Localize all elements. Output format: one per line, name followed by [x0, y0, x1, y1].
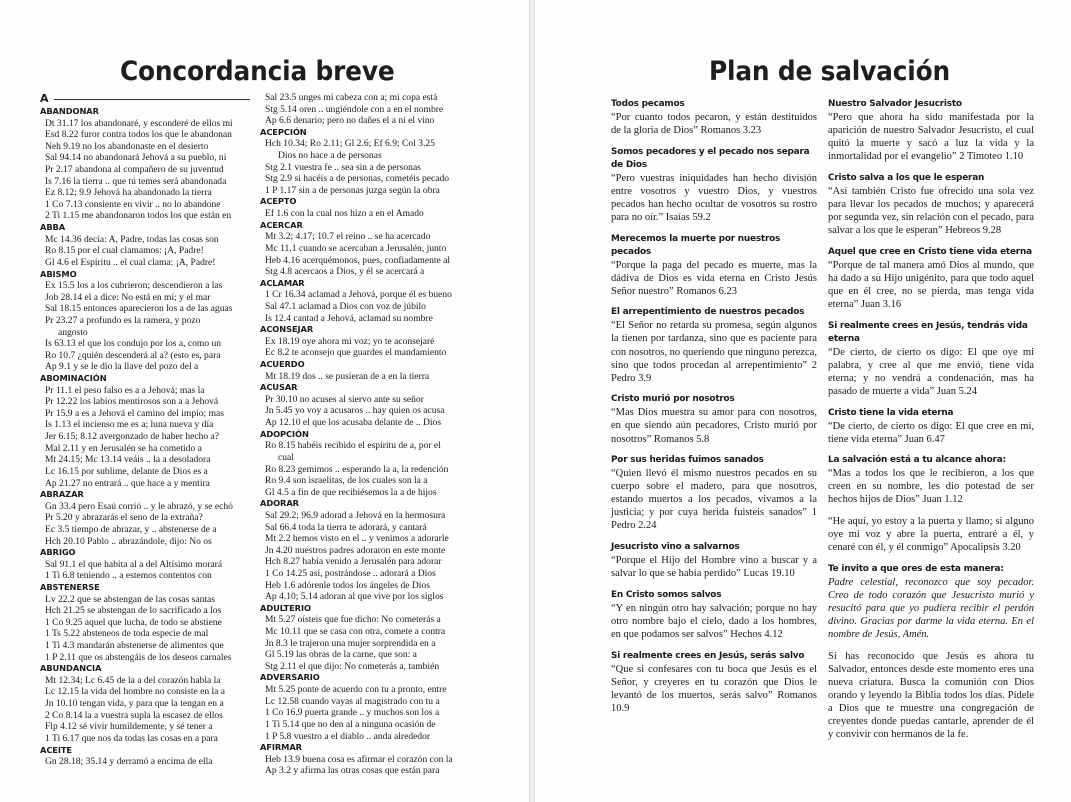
verse-reference: Is 12.4 cantad a Jehová, aclamad su nombre [265, 312, 433, 324]
verse-reference: Stg 2.11 el que dijo: No cometerás a, también [265, 660, 440, 672]
verse-reference: Sal 66.4 toda la tierra te adorará, y cantará [265, 521, 427, 533]
verse-reference: Hch 21.25 se abstengan de lo sacrificado a los [45, 605, 222, 617]
verse-reference: Gl 4.6 el Espíritu .. el cual clama: ¡A, Padre! [45, 256, 216, 268]
verse-reference: Mt 2.2 hemos visto en el .. y venimos a adorarle [265, 533, 449, 545]
verse-reference: Sal 47.1 aclamad a Dios con voz de júbilo [265, 300, 426, 312]
verse-reference: angosto [58, 326, 88, 338]
verse-reference: Pr 2.17 abandona al compañero de su juventud [45, 164, 224, 176]
verse-reference: Gn 33.4 pero Esaú corrió .. y le abrazó, y se echó [45, 500, 233, 512]
verse-reference: Mt 3.2; 4.17; 10.7 el reino .. se ha acercado [265, 231, 431, 243]
section-heading: La salvación está a tu alcance ahora: [828, 455, 1006, 466]
section-heading: Te invito a que ores de esta manera: [828, 563, 1004, 574]
verse-reference: Is 7.16 la tierra .. que tú temes será abandonada [45, 175, 227, 187]
verse-reference: Lv 22.2 que se abstengan de las cosas santas [45, 593, 215, 605]
verse-reference: Stg 5.14 oren .. ungiéndole con a en el nombre [265, 103, 444, 115]
scripture-text: Si has reconocido que Jesús es ahora tu Salvador, entonces desde este momento eres una nueva criatura. Busca la comunión con Dios orando y leyendo la Biblia todos los días. Pídele a Dios que te muestre una congregación de creyentes donde puedas cantarle, aprender de él y convivir con hermanos de la fe. [828, 650, 1034, 741]
entry-headword: ACONSEJAR [260, 324, 314, 335]
entry-headword: ABOMINACIÓN [40, 373, 107, 384]
salvation-section [611, 98, 817, 137]
verse-reference: Jn 4.20 nuestros padres adoraron en este monte [265, 544, 446, 556]
verse-reference: Stg 4.8 acercaos a Dios, y él se acercará a [265, 266, 425, 278]
salvation-section [611, 650, 817, 715]
salvation-plan-title: Plan de salvación [709, 56, 950, 87]
verse-reference: Flp 4.12 sé vivir humildemente, y sé tener a [45, 721, 213, 733]
scripture-text: “Y en ningún otro hay salvación; porque no hay otro nombre bajo el cielo, dado a los hombres, en que podamos ser salvos” Hechos 4.12 [611, 602, 817, 640]
verse-reference: Sal 29.2; 96.9 adorad a Jehová en la hermosura [265, 509, 446, 521]
verse-reference: Heb 4.16 acerquémonos, pues, confiadamente al [265, 254, 451, 266]
verse-reference: Sal 18.15 entonces aparecieron los a de las aguas [45, 303, 233, 315]
entry-headword: ADORAR [260, 498, 299, 509]
salvation-section [611, 454, 817, 532]
salvation-column-1 [611, 98, 817, 723]
scripture-text: “El Señor no retarda su promesa, según algunos la tienen por tardanza, sino que es paciente para con nosotros, no queriendo que ninguno perezca, sino que todos procedan al arrepentimiento” 2 Pedro 3.9 [611, 320, 817, 384]
verse-reference: Ex 18.19 oye ahora mi voz; yo te aconsejaré [265, 335, 435, 347]
section-heading: Por sus heridas fuimos sanados [611, 455, 764, 466]
verse-reference: Mc 10.11 que se casa con otra, comete a contra [265, 626, 446, 638]
verse-reference: Is 63.13 el que los condujo por los a, como un [45, 338, 222, 350]
entry-headword: ACERCAR [260, 219, 303, 230]
right-page [535, 0, 1071, 802]
scripture-text: “Porque el Hijo del Hombre vino a buscar y a salvar lo que se había perdido” Lucas 19.10 [611, 555, 817, 580]
verse-reference: Ap 4.10; 5.14 adoran al que vive por los siglos [265, 591, 444, 603]
verse-reference: Lc 16.15 por sublime, delante de Dios es a [45, 465, 208, 477]
salvation-section [611, 589, 817, 641]
concordance-column-1 [40, 92, 250, 768]
section-heading: Cristo salva a los que le esperan [828, 172, 985, 183]
verse-reference: Pr 11.1 el peso falso es a a Jehová; mas la [45, 384, 205, 396]
verse-reference: Mc 14.36 decía: A, Padre, todas las cosas son [45, 233, 219, 245]
salvation-section [828, 563, 1034, 641]
verse-reference: Dt 31.17 los abandonaré, y esconderé de ellos mi [45, 117, 233, 129]
verse-reference: Ap 9.1 y se le dio la llave del pozo del a [45, 361, 199, 373]
section-heading: Si realmente crees en Jesús, serás salvo [611, 650, 805, 661]
entry-headword: AFIRMAR [260, 742, 302, 753]
verse-reference: 1 P 5.8 vuestro a el diablo .. anda alrededor [265, 730, 431, 742]
salvation-section [828, 650, 1034, 742]
entry-headword: ABANDONAR [40, 106, 99, 116]
verse-reference: Ap 3.2 y afirma las otras cosas que están para [265, 765, 440, 777]
verse-reference: Ez 8.12; 9.9 Jehová ha abandonado la tierra [45, 187, 212, 199]
verse-reference: Pr 12.22 los labios mentirosos son a a Jehová [45, 396, 219, 408]
verse-reference: 1 Co 7.13 consiente en vivir .. no lo abandone [45, 198, 221, 210]
verse-reference: Mal 2.11 y en Jerusalén se ha cometido a [45, 442, 202, 454]
verse-reference: Jn 5.45 yo voy a acusaros .. hay quien os acusa [265, 405, 445, 417]
verse-reference: cual [278, 451, 294, 463]
verse-reference: Ro 8.15 por el cual clamamos: ¡A, Padre! [45, 245, 204, 257]
verse-reference: 2 Ti 1.15 me abandonaron todos los que están en [45, 210, 232, 222]
salvation-column-2 [828, 98, 1034, 750]
salvation-section [828, 407, 1034, 446]
verse-reference: Mt 18.19 dos .. se pusieran de a en la tierra [265, 370, 430, 382]
scripture-text: “Pero que ahora ha sido manifestada por la aparición de nuestro Salvador Jesucristo, el cual quitó la muerte y sacó a luz la vida y la inmortalidad por el evangelio” 2 Timoteo 1.10 [828, 112, 1034, 163]
letter-section-header [40, 92, 250, 106]
verse-reference: Mt 24.15; Mc 13.14 veáis .. la a desoladora [45, 454, 211, 466]
verse-reference: 1 Ti 6.17 que nos da todas las cosas en a para [45, 732, 218, 744]
scripture-text: “Pero vuestras iniquidades han hecho división entre vosotros y vuestro Dios, y vuestros pecados han hecho ocultar de vosotros su rostro para no oír.” Isaías 59.2 [611, 172, 817, 223]
verse-reference: Jer 6.15; 8.12 avergonzado de haber hecho a? [45, 431, 219, 443]
verse-reference: Jn 10.10 tengan vida, y para que la tengan en a [45, 698, 224, 710]
verse-reference: Mc 11.1 cuando se acercaban a Jerusalén, junto [265, 242, 447, 254]
scripture-text: “De cierto, de cierto os digo: El que cree en mí, tiene vida eterna” Juan 6.47 [828, 420, 1034, 445]
verse-reference: Esd 8.22 furor contra todos los que le abandonan [45, 129, 232, 141]
scripture-text: “He aquí, yo estoy a la puerta y llamo; si alguno oye mi voz y abre la puerta, entraré a él, y cenaré con él, y él conmigo” Apocalipsis 3.20 [828, 515, 1034, 554]
salvation-section [828, 172, 1034, 237]
entry-headword: ABRIGO [40, 547, 76, 558]
verse-reference: Lc 12.58 cuando vayas al magistrado con tu a [265, 695, 440, 707]
verse-reference: Gn 28.18; 35.14 y derramó a encima de ella [45, 756, 213, 768]
entry-headword: ABISMO [40, 268, 77, 279]
verse-reference: Mt 5.27 oísteis que fue dicho: No cometerás a [265, 614, 441, 626]
verse-reference: Lc 12.15 la vida del hombre no consiste en la a [45, 686, 226, 698]
entry-headword: ACUERDO [260, 359, 305, 370]
verse-reference: Pr 30.10 no acuses al siervo ante su señor [265, 393, 424, 405]
entry-headword: ADULTERIO [260, 602, 311, 613]
verse-reference: Dios no hace a de personas [278, 150, 382, 162]
verse-reference: Ex 15.5 los a los cubrieron; descendieron a las [45, 280, 223, 292]
verse-reference: Ec 8.2 te aconsejo que guardes el mandamiento [265, 347, 447, 359]
verse-reference: Heb 1.6 adórenle todos los ángeles de Dios [265, 579, 430, 591]
section-heading: El arrepentimiento de nuestros pecados [611, 307, 805, 318]
verse-reference: 1 P 1.17 sin a de personas juzga según la obra [265, 184, 440, 196]
salvation-section [611, 306, 817, 384]
section-heading: Merecemos la muerte por nuestros pecados [611, 233, 781, 257]
verse-reference: Pr 23.27 a profundo es la ramera, y pozo [45, 314, 201, 326]
verse-reference: Ro 8.23 gemimos .. esperando la a, la redención [265, 463, 449, 475]
entry-headword: ACEPTO [260, 196, 297, 207]
scripture-text: “De cierto, de cierto os digo: El que oye mi palabra, y cree al que me envió, tiene vida eterna; y no vendrá a condenación, mas ha pasado de muerte a vida” Juan 5.24 [828, 346, 1034, 397]
verse-reference: 1 Co 9.25 aquel que lucha, de todo se abstiene [45, 616, 222, 628]
scripture-text: “Porque de tal manera amó Dios al mundo, que ha dado a su Hijo unigénito, para que todo aquel que en él cree, no se pierda, mas tenga vida eterna” Juan 3.16 [828, 259, 1034, 311]
verse-reference: 1 Ts 5.22 absteneos de toda especie de mal [45, 628, 209, 640]
section-heading: Aquel que cree en Cristo tiene vida eterna [828, 246, 1032, 257]
verse-reference: Neh 9.19 no los abandonaste en el desierto [45, 140, 209, 152]
verse-reference: 2 Co 8.14 la a vuestra supla la escasez de ellos [45, 709, 223, 721]
verse-reference: Is 1.13 el incienso me es a; luna nueva y día [45, 419, 214, 431]
section-heading: Jesucristo vino a salvarnos [611, 542, 740, 553]
entry-headword: ACEITE [40, 744, 72, 755]
verse-reference: Ro 10.7 ¿quién descenderá al a? (esto es, para [45, 349, 221, 361]
verse-reference: Ro 9.4 son israelitas, de los cuales son la a [265, 475, 428, 487]
entry-headword: ABSTENERSE [40, 581, 100, 592]
verse-reference: 1 Cr 16.34 aclamad a Jehová, porque él es bueno [265, 289, 452, 301]
entry-headword: ADVERSARIO [260, 672, 320, 683]
concordance-title: Concordancia breve [120, 56, 395, 87]
verse-reference: Sal 94.14 no abandonará Jehová a su pueblo, ni [45, 152, 227, 164]
salvation-section [611, 393, 817, 445]
scripture-text: “Mas Dios muestra su amor para con nosotros, en que siendo aún pecadores, Cristo murió por nosotros” Romanos 5.8 [611, 407, 817, 445]
verse-reference: Mt 12.34; Lc 6.45 de la a del corazón habla la [45, 674, 221, 686]
verse-reference: Ap 12.10 el que los acusaba delante de .. Dios [265, 417, 442, 429]
verse-reference: Ap 21.27 no entrará .. que hace a y mentira [45, 477, 210, 489]
verse-reference: Pr 5.20 y abrazarás el seno de la extraña? [45, 512, 203, 524]
verse-reference: Gl 5.19 las obras de la carne, que son: a [265, 649, 417, 661]
verse-reference: Heb 13.9 buena cosa es afirmar el corazón con la [265, 753, 453, 765]
concordance-column-2 [260, 92, 485, 777]
verse-reference: Sal 91.1 el que habita al a del Altísimo morará [45, 558, 223, 570]
verse-reference: Stg 2.9 si hacéis a de personas, cometéis pecado [265, 173, 449, 185]
verse-reference: Gl 4.5 a fin de que recibiésemos la a de hijos [265, 486, 437, 498]
salvation-section [828, 246, 1034, 311]
verse-reference: 1 Ti 6.8 teniendo .. a estemos contentos con [45, 570, 212, 582]
salvation-section [611, 541, 817, 580]
scripture-text: “Quien llevó él mismo nuestros pecados en su cuerpo sobre el madero, para que nosotros, estando muertos a los pecados, vivamos a la justicia; y por cuya herida fuisteis sanados” 1 Pedro 2.24 [611, 468, 817, 532]
scripture-text: “Porque la paga del pecado es muerte, mas la dádiva de Dios es vida eterna en Cristo Jesús Señor nuestro” Romanos 6.23 [611, 259, 817, 297]
section-heading: Cristo tiene la vida eterna [828, 407, 954, 418]
verse-reference: Mt 5.25 ponte de acuerdo con tu a pronto, entre [265, 684, 447, 696]
scripture-text: “Mas a todos los que le recibieron, a los que creen en su nombre, les dio potestad de ser hechos hijos de Dios” Juan 1.12 [828, 468, 1034, 506]
verse-reference: Hch 20.10 Pablo .. abrazándole, dijo: No os [45, 535, 212, 547]
verse-reference: Hch 10.34; Ro 2.11; Gl 2.6; Ef 6.9; Col 3.25 [265, 138, 435, 150]
scripture-text: “Así también Cristo fue ofrecido una sola vez para llevar los pecados de muchos; y aparecerá por segunda vez, sin relación con el pecado, para salvar a los que le esperan” Hebreos 9.28 [828, 185, 1034, 237]
entry-headword: ABRAZAR [40, 489, 84, 500]
verse-reference: Ec 3.5 tiempo de abrazar, y .. abstenerse de a [45, 523, 217, 535]
entry-headword: ADOPCIÓN [260, 428, 309, 439]
prayer-text: Padre celestial, reconozco que soy pecador. Creo de todo corazón que Jesucristo murió y resucitó para que yo pudiera recibir el perdón divino. Gracias por darme la vida eterna. En el nombre de Jesús, Amén. [828, 576, 1034, 641]
verse-reference: Jn 8.3 le trajeron una mujer sorprendida en a [265, 637, 436, 649]
section-letter: A [40, 92, 49, 105]
salvation-section [828, 454, 1034, 506]
verse-reference: Job 28.14 el a dice: No está en mí; y el mar [45, 291, 211, 303]
scripture-text: “Que si confesares con tu boca que Jesús es el Señor, y creyeres en tu corazón que Dios le levantó de los muertos, serás salvo” Romanos 10.9 [611, 663, 817, 714]
section-heading: Si realmente crees en Jesús, tendrás vida eterna [828, 320, 1028, 344]
verse-reference: 1 Ti 5.14 que no den al a ninguna ocasión de [265, 718, 436, 730]
verse-reference: Hch 8.27 había venido a Jerusalén para adorar [265, 556, 442, 568]
section-rule [54, 99, 250, 100]
section-heading: Nuestro Salvador Jesucristo [828, 99, 962, 109]
verse-reference: Ap 6.6 denario; pero no dañes el a ni el vino [265, 115, 435, 127]
left-page [0, 0, 531, 802]
entry-headword: ACUSAR [260, 382, 298, 393]
section-heading: Somos pecadores y el pecado nos separa de Dios [611, 146, 810, 170]
section-heading: Cristo murió por nosotros [611, 394, 735, 405]
verse-reference: Pr 15.9 a es a Jehová el camino del impío; mas [45, 407, 224, 419]
entry-headword: ACLAMAR [260, 277, 305, 288]
verse-reference: 1 P 2.11 que os abstengáis de los deseos carnales [45, 651, 232, 663]
verse-reference: 1 Co 16.9 puerta grande .. y muchos son los a [265, 707, 440, 719]
verse-reference: Ef 1.6 con la cual nos hizo a en el Amado [265, 208, 424, 220]
section-heading: En Cristo somos salvos [611, 589, 722, 600]
verse-reference: Ro 8.15 habéis recibido el espíritu de a, por el [265, 440, 441, 452]
section-heading: Todos pecamos [611, 99, 685, 109]
salvation-section [828, 320, 1034, 398]
entry-headword: ABBA [40, 222, 66, 233]
salvation-section [828, 98, 1034, 163]
verse-reference: 1 Ti 4.3 mandarán abstenerse de alimentos que [45, 640, 224, 652]
entry-headword: ABUNDANCIA [40, 663, 102, 674]
scripture-text: “Por cuanto todos pecaron, y están destituidos de la gloria de Dios” Romanos 3.23 [611, 112, 817, 137]
entry-headword: ACEPCIÓN [260, 126, 307, 137]
salvation-section [611, 233, 817, 298]
verse-reference: 1 Co 14.25 así, postrándose .. adorará a Dios [265, 567, 436, 579]
verse-reference: Stg 2.1 vuestra fe .. sea sin a de personas [265, 161, 421, 173]
salvation-section [828, 515, 1034, 554]
salvation-section [611, 146, 817, 224]
verse-reference: Sal 23.5 unges mi cabeza con a; mi copa está [265, 92, 438, 103]
